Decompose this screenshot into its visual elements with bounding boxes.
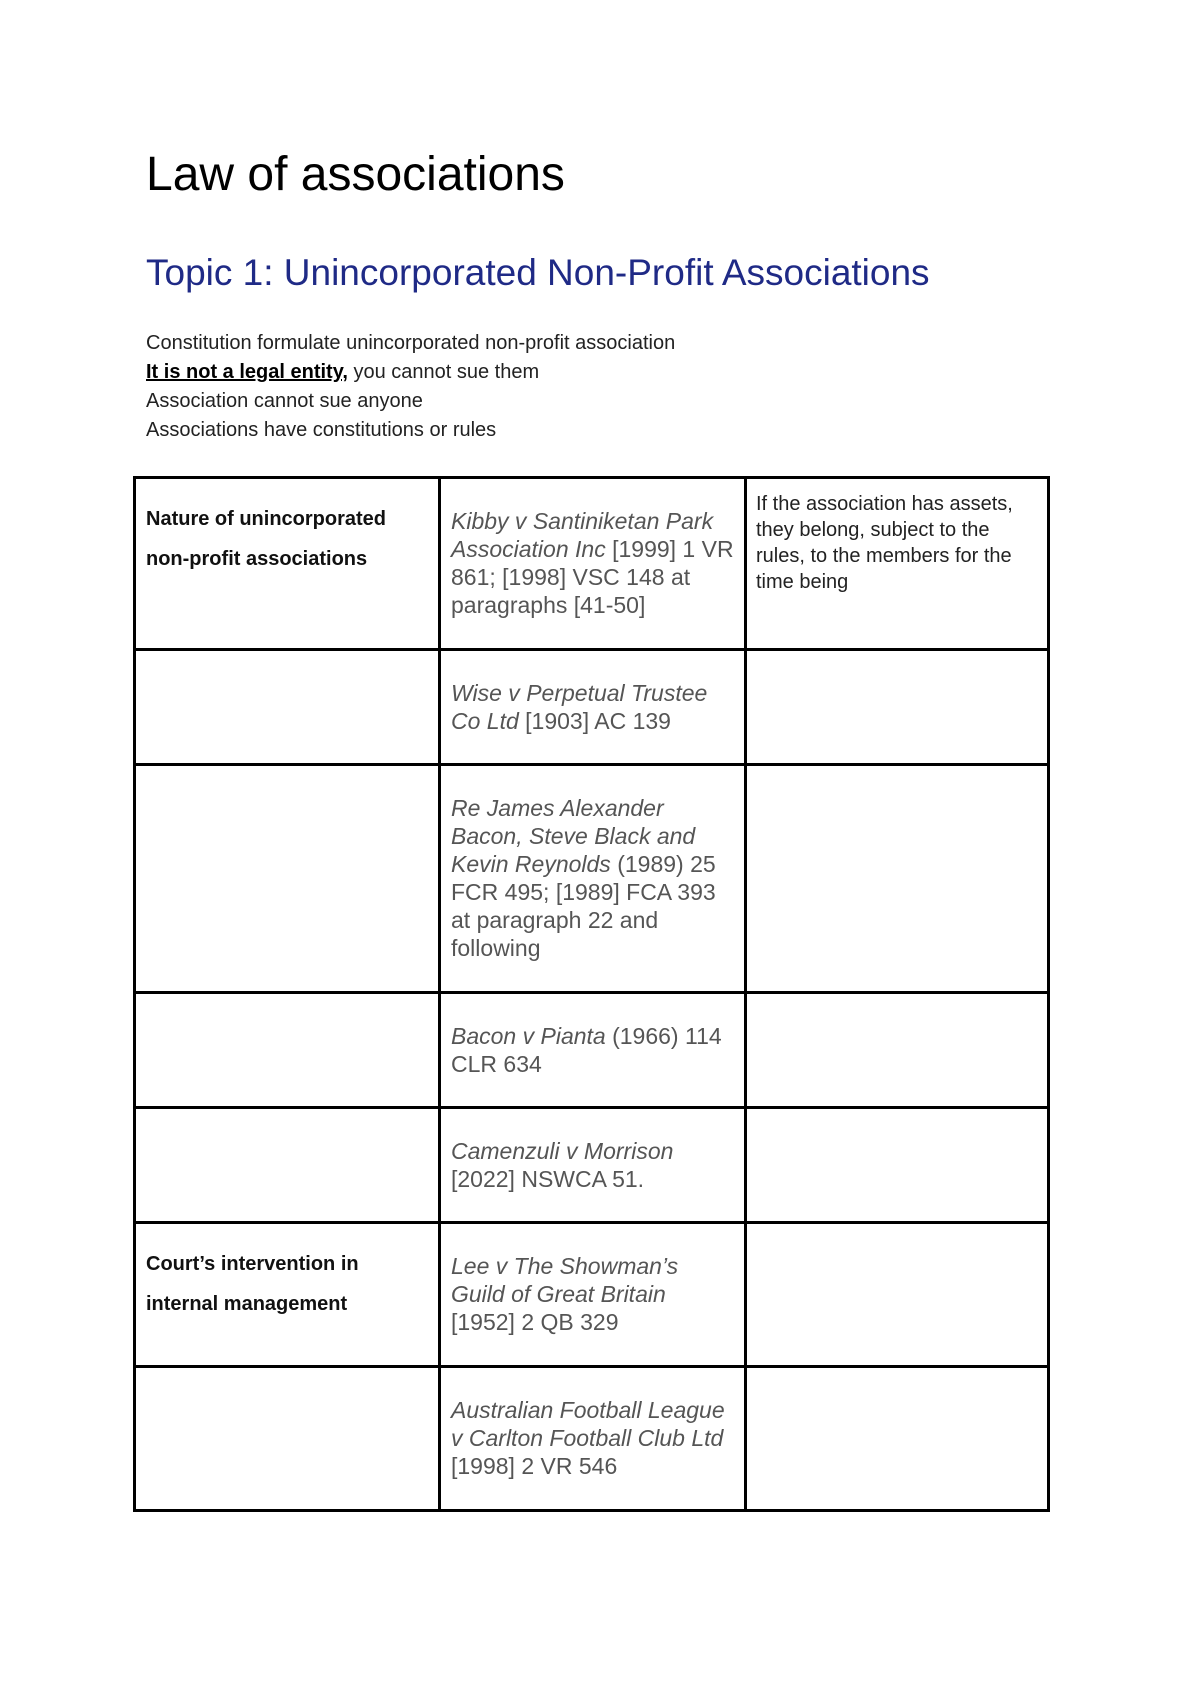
note-cell xyxy=(746,765,1049,993)
case-citation xyxy=(441,1368,744,1480)
case-cell xyxy=(440,478,746,650)
case-reference: [1999] 1 VR 861; [1998] VSC 148 at paragraphs [41-50] xyxy=(451,536,734,618)
table-row xyxy=(135,993,1049,1108)
table-row xyxy=(135,1367,1049,1511)
topic-cell xyxy=(135,650,440,765)
topic-cell xyxy=(135,1223,440,1367)
case-reference: [1998] 2 VR 546 xyxy=(451,1453,618,1479)
note-text xyxy=(747,651,1047,663)
case-name: Kibby v Santiniketan Park Association Inc xyxy=(451,508,714,562)
topic-label xyxy=(136,766,438,786)
case-name: Re James Alexander Bacon, Steve Black and Kevin Reynolds xyxy=(451,795,696,877)
topic-cell xyxy=(135,1108,440,1223)
case-reference: [1952] 2 QB 329 xyxy=(451,1309,619,1335)
note-cell xyxy=(746,650,1049,765)
intro-line-2 xyxy=(146,358,675,387)
note-cell xyxy=(746,993,1049,1108)
case-cell xyxy=(440,993,746,1108)
case-citation xyxy=(441,766,744,962)
topic-heading: Topic 1: Unincorporated Non-Profit Associations xyxy=(146,252,930,293)
case-reference: [2022] NSWCA 51. xyxy=(451,1166,645,1192)
case-reference: (1966) 114 CLR 634 xyxy=(451,1023,722,1077)
table-row xyxy=(135,1223,1049,1367)
note-text xyxy=(747,1109,1047,1121)
case-cell xyxy=(440,1108,746,1223)
note-cell xyxy=(746,1367,1049,1511)
legal-entity-emphasis: It is not a legal entity, xyxy=(146,361,348,383)
intro-line-1: Constitution formulate unincorporated non-profit association xyxy=(146,332,676,354)
note-text xyxy=(747,766,1047,778)
topic-cell xyxy=(135,1367,440,1511)
topic-label xyxy=(136,994,438,1014)
case-citation xyxy=(441,651,744,735)
note-cell xyxy=(746,478,1049,650)
table-row xyxy=(135,765,1049,993)
case-name: Camenzuli v Morrison xyxy=(451,1138,674,1164)
cases-table xyxy=(133,476,1050,1512)
topic-cell xyxy=(135,478,440,650)
note-cell xyxy=(746,1108,1049,1223)
document-title: Law of associations xyxy=(146,148,565,201)
topic-cell xyxy=(135,993,440,1108)
case-name: Lee v The Showman’s Guild of Great Britain xyxy=(451,1253,679,1307)
case-reference: (1989) 25 FCR 495; [1989] FCA 393 at paragraph 22 and following xyxy=(451,851,716,961)
note-text xyxy=(747,1368,1047,1380)
case-name: Australian Football League v Carlton Football Club Ltd xyxy=(451,1397,725,1451)
intro-line-3: Association cannot sue anyone xyxy=(146,390,423,412)
note-text xyxy=(747,1224,1047,1236)
case-citation xyxy=(441,1224,744,1336)
case-name: Wise v Perpetual Trustee Co Ltd xyxy=(451,680,708,734)
case-name: Bacon v Pianta xyxy=(451,1023,606,1049)
topic-label xyxy=(136,651,438,671)
table-row xyxy=(135,1108,1049,1223)
case-reference: [1903] AC 139 xyxy=(518,708,671,734)
table-row xyxy=(135,650,1049,765)
note-text xyxy=(747,994,1047,1006)
topic-label xyxy=(136,1368,438,1388)
table-row xyxy=(135,478,1049,650)
topic-label: Court’s intervention in internal management xyxy=(146,1253,359,1315)
note-cell xyxy=(746,1223,1049,1367)
note-text: If the association has assets, they belong, subject to the rules, to the members for the time being xyxy=(756,493,1013,593)
intro-line-4: Associations have constitutions or rules xyxy=(146,419,497,441)
case-citation xyxy=(441,1109,744,1193)
case-citation xyxy=(441,994,744,1078)
intro-line-2-rest: you cannot sue them xyxy=(347,361,540,383)
case-cell xyxy=(440,650,746,765)
intro-paragraphs xyxy=(146,329,675,445)
case-cell xyxy=(440,1367,746,1511)
topic-cell xyxy=(135,765,440,993)
case-citation xyxy=(441,479,744,619)
topic-label: Nature of unincorporated non-profit associations xyxy=(146,508,387,570)
topic-label xyxy=(136,1109,438,1129)
case-cell xyxy=(440,765,746,993)
case-cell xyxy=(440,1223,746,1367)
